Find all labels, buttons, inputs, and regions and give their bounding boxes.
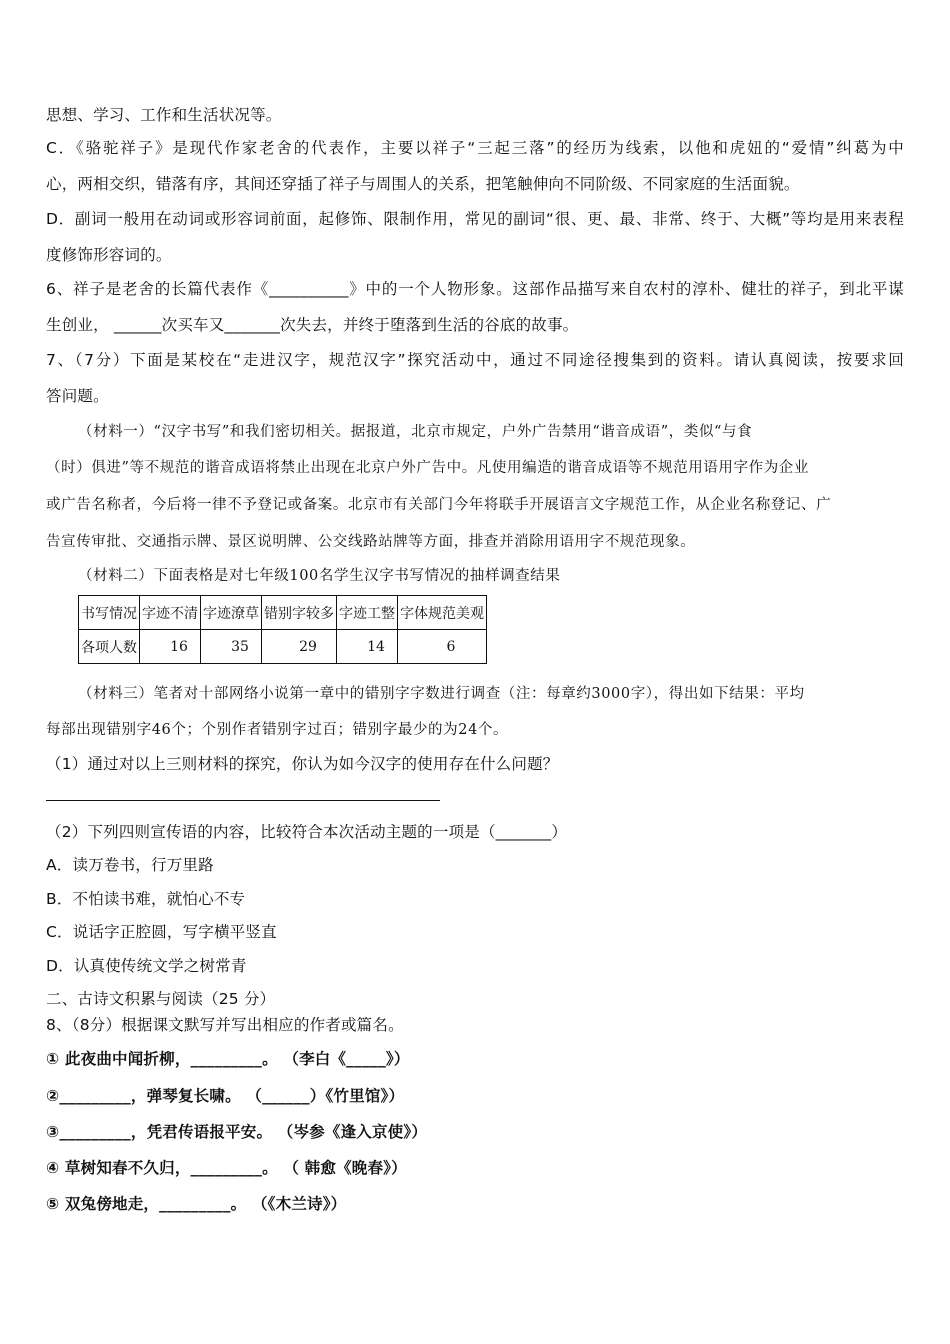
text-line: 心，两相交织，错落有序，其间还穿插了祥子与周围人的关系，把笔触伸向不同阶级、不同家庭的生活面貌。	[46, 175, 800, 193]
table-cell: 35	[201, 630, 262, 664]
sub-question-2: （2）下列四则宣传语的内容，比较符合本次活动主题的一项是（_______）	[46, 823, 568, 841]
survey-table	[78, 595, 487, 664]
sub-question-1: （1）通过对以上三则材料的探究，你认为如今汉字的使用存在什么问题？	[46, 755, 559, 773]
poem-item-1: ① 此夜曲中闻折柳，_________。 （李白《_____》）	[46, 1050, 410, 1068]
table-cell: 14	[337, 630, 398, 664]
table-header-cell: 书写情况	[79, 596, 140, 630]
table-header-row	[79, 596, 487, 630]
table-header-cell: 错别字较多	[262, 596, 337, 630]
material-one: （材料一）“汉字书写”和我们密切相关。据报道，北京市规定，户外广告禁用“谐音成语”，类似“与食	[78, 424, 753, 440]
poem-item-5: ⑤ 双兔傍地走，_________。 （《木兰诗》）	[46, 1195, 347, 1213]
material-text: 告宣传审批、交通指示牌、景区说明牌、公交线路站牌等方面，排查并消除用语用字不规范现象。	[46, 534, 696, 550]
table-cell: 16	[140, 630, 201, 664]
text-line: 度修饰形容词的。	[46, 246, 172, 264]
material-text: 每部出现错别字46个；个别作者错别字过百；错别字最少的为24个。	[46, 722, 509, 738]
poem-item-4: ④ 草树知春不久归，_________。 （ 韩愈《晚春》）	[46, 1159, 407, 1177]
table-row-label: 各项人数	[79, 630, 140, 664]
text-line: 思想、学习、工作和生活状况等。	[46, 106, 282, 124]
table-header-cell: 字迹不清	[140, 596, 201, 630]
question-8: 8、（8分）根据课文默写并写出相应的作者或篇名。	[46, 1016, 404, 1034]
answer-line	[46, 800, 440, 801]
table-cell: 29	[262, 630, 337, 664]
option-c: C．说话字正腔圆，写字横平竖直	[46, 923, 277, 941]
option-b: B．不怕读书难，就怕心不专	[46, 890, 246, 908]
poem-item-2: ②_________，弹琴复长啸。 （______）《竹里馆》）	[46, 1087, 405, 1105]
table-header-cell: 字体规范美观	[398, 596, 487, 630]
question-6: 6、祥子是老舍的长篇代表作《__________》中的一个人物形象。这部作品描写来自农村的淳朴、健壮的祥子，到北平谋	[46, 280, 904, 298]
text-line: 答问题。	[46, 387, 109, 405]
table-header-cell: 字迹工整	[337, 596, 398, 630]
table-cell: 6	[398, 630, 487, 664]
material-text: （时）俱进”等不规范的谐音成语将禁止出现在北京户外广告中。凡使用编造的谐音成语等不规范用语用字作为企业	[46, 460, 810, 476]
option-d: D．认真使传统文学之树常青	[46, 957, 247, 975]
option-c-line: C．《骆驼祥子》是现代作家老舍的代表作，主要以祥子“三起三落”的经历为线索，以他和虎妞的“爱情”纠葛为中	[46, 139, 904, 157]
question-7: 7、（7分）下面是某校在“走进汉字，规范汉字”探究活动中，通过不同途径搜集到的资料。请认真阅读，按要求回	[46, 351, 904, 369]
material-two: （材料二）下面表格是对七年级100名学生汉字书写情况的抽样调查结果	[78, 568, 561, 584]
poem-item-3: ③_________，凭君传语报平安。 （岑参《逢入京使》）	[46, 1123, 428, 1141]
table-row	[79, 630, 487, 664]
text-line: 生创业， ______次买车又_______次失去，并终于堕落到生活的谷底的故事。	[46, 316, 579, 334]
material-three: （材料三）笔者对十部网络小说第一章中的错别字字数进行调查（注：每章约3000字），得出如下结果：平均	[78, 686, 805, 702]
material-text: 或广告名称者，今后将一律不予登记或备案。北京市有关部门今年将联手开展语言文字规范工作，从企业名称登记、广	[46, 497, 832, 513]
option-a: A．读万卷书，行万里路	[46, 856, 214, 874]
option-d-line: D．副词一般用在动词或形容词前面，起修饰、限制作用，常见的副词“很、更、最、非常、终于、大概”等均是用来表程	[46, 210, 904, 228]
table-header-cell: 字迹潦草	[201, 596, 262, 630]
section-heading: 二、古诗文积累与阅读（25 分）	[46, 990, 276, 1008]
